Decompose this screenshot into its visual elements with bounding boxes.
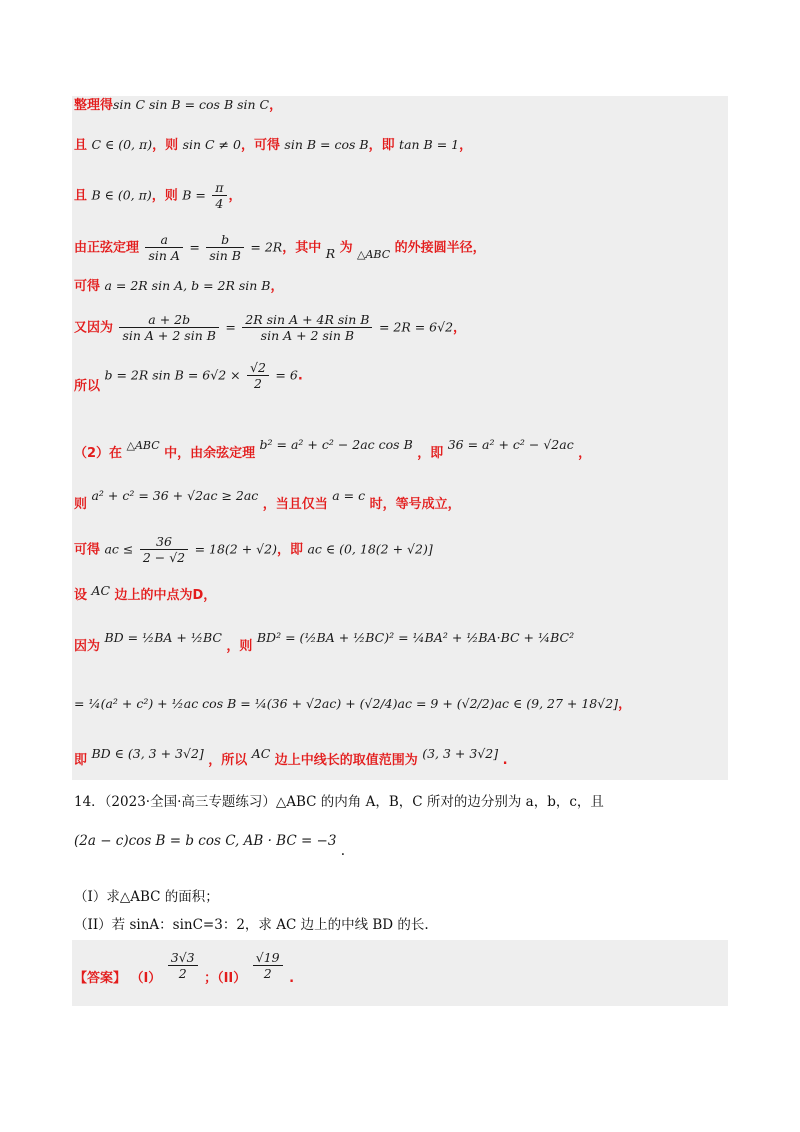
solution-line-3 <box>74 180 242 211</box>
math: tan B = 1 <box>399 137 460 152</box>
math: b² = a² + c² − 2ac cos B <box>259 437 413 452</box>
fraction: $\frac{36}{2 - √2}$ <box>140 534 188 565</box>
text: 又因为 <box>74 320 114 336</box>
math: BD ∈ (3, 3 + 3√2] <box>91 746 204 761</box>
solution-line-1 <box>74 95 282 116</box>
text: 边上的中点为D， <box>114 588 217 603</box>
text: ， <box>459 138 473 153</box>
solution-line-10 <box>74 534 433 565</box>
text: ， <box>618 697 632 712</box>
math: C ∈ (0, π) <box>91 137 153 152</box>
fraction: $\frac{√2}{2}$ <box>247 360 269 391</box>
answer-line <box>74 950 295 986</box>
fraction: $\frac{√19}{2}$ <box>253 950 283 981</box>
math: △ABC <box>126 439 160 452</box>
solution-line-11 <box>74 585 216 606</box>
text: ， <box>578 446 592 461</box>
math: AC <box>251 746 271 761</box>
text: 所以 <box>74 378 101 394</box>
text: 时，等号成立， <box>369 497 461 512</box>
text: ，所以 <box>208 753 248 768</box>
solution-line-13 <box>74 694 631 715</box>
math: BD² = (½BA + ½BC)² = ¼BA² + ½BA·BC + ¼BC² <box>256 630 575 645</box>
fraction: $\frac{a + 2b}{\text{sin A + 2 sin B}}$ <box>119 312 218 343</box>
text: ， <box>270 279 284 294</box>
solution-line-14 <box>74 744 508 768</box>
math: (3, 3 + 3√2] <box>422 746 499 761</box>
math: = 18(2 + √2) <box>194 541 277 557</box>
solution-line-9 <box>74 486 461 512</box>
solution-line-6: 又因为 $\frac{a + 2b}{\text{sin A + 2 sin B}}$ = $\frac{\text{2R sin A + 4R sin B}}{\text{sin A + 2 sin B}}$ = 2R = 6√2， <box>74 312 467 343</box>
math: ac ≤ <box>104 541 134 557</box>
question-condition <box>74 833 346 859</box>
text: 整理得 <box>74 98 114 113</box>
math: (2a − c)cos B = b cos C, AB · BC = −3 <box>74 833 337 849</box>
text: ， <box>453 320 467 336</box>
text: 的外接圆半径， <box>394 240 486 256</box>
solution-line-5 <box>74 276 284 297</box>
math: = 2R <box>250 239 283 255</box>
math: sin C ≠ 0 <box>182 137 241 152</box>
text: ，即 <box>368 138 395 153</box>
math: = ¼(a² + c²) + ½ac cos B = ¼(36 + √2ac) + (√2/4)ac = 9 + (√2/2)ac ∈ (9, 27 + 18√2] <box>74 696 619 711</box>
fraction: $\frac{a}{\text{sin A}}$ <box>145 232 182 263</box>
text: ，当且仅当 <box>262 497 328 512</box>
math: sin B = cos B <box>284 137 369 152</box>
text: . <box>297 368 303 384</box>
math: B ∈ (0, π) <box>91 187 152 203</box>
text: 因为 <box>74 639 101 654</box>
text: 边上中线长的取值范围为 <box>274 753 418 768</box>
text: 则 <box>74 497 88 512</box>
text: ，其中 <box>282 240 322 256</box>
fraction: $\frac{\pi}{4}$ <box>212 180 226 211</box>
math: R <box>325 245 336 261</box>
fraction: $\frac{\text{2R sin A + 4R sin B}}{\text{sin A + 2 sin B}}$ <box>242 312 372 343</box>
text: 可得 <box>74 542 101 558</box>
text: （I） <box>130 970 162 986</box>
text: ，则 <box>152 138 179 153</box>
text: ，即 <box>276 542 303 558</box>
math: AC <box>91 583 111 598</box>
math: △ABC <box>357 247 391 261</box>
text: 为 <box>339 240 353 256</box>
answer-label: 【答案】 <box>74 970 127 986</box>
text: . <box>502 753 508 768</box>
text: 即 <box>74 753 88 768</box>
math: 36 = a² + c² − √2ac <box>447 437 574 452</box>
math: a² + c² = 36 + √2ac ≥ 2ac <box>91 488 259 503</box>
text: . <box>289 970 295 986</box>
text: ， <box>228 188 242 204</box>
text: ，可得 <box>240 138 280 153</box>
text: 由正弦定理 <box>74 240 140 256</box>
solution-line-2 <box>74 135 472 156</box>
solution-line-8 <box>74 435 592 461</box>
math: B = <box>182 187 206 203</box>
text: . <box>340 843 346 859</box>
math: b = 2R sin B = 6√2 × <box>104 367 241 383</box>
math: sin C sin B = cos B sin C <box>113 97 270 112</box>
text: 中，由余弦定理 <box>164 446 256 461</box>
text: （2）在 <box>74 446 123 461</box>
question-stem: 14．（2023·全国·高三专题练习）△ABC 的内角 A，B，C 所对的边分别为 a，b，c，且 <box>74 794 604 810</box>
text: 且 <box>74 188 88 204</box>
fraction: $\frac{3√3}{2}$ <box>168 950 198 981</box>
solution-line-12 <box>74 628 575 654</box>
question-part-2: （II）若 sinA：sinC=3：2，求 AC 边上的中线 BD 的长. <box>74 917 429 933</box>
math: a = c <box>332 488 366 503</box>
text: ，即 <box>417 446 444 461</box>
text: ，则 <box>151 188 178 204</box>
math: = 6 <box>275 367 298 383</box>
text: 设 <box>74 588 88 603</box>
text: 且 <box>74 138 88 153</box>
solution-line-4: 由正弦定理 $\frac{a}{\text{sin A}}$ = $\frac{b}{\text{sin B}}$ = 2R，其中 R 为 $_{\triangle ABC}$ 的外接圆半径， <box>74 232 486 263</box>
text: ， <box>269 98 283 113</box>
math: ac ∈ (0, 18(2 + √2)] <box>307 541 433 557</box>
text: ，则 <box>226 639 253 654</box>
math: BD = ½BA + ½BC <box>104 630 222 645</box>
text: ；（II） <box>204 970 247 986</box>
math: = 2R = 6√2 <box>378 319 454 335</box>
fraction: $\frac{b}{\text{sin B}}$ <box>206 232 244 263</box>
text: 可得 <box>74 279 101 294</box>
solution-line-7 <box>74 360 303 394</box>
math: a = 2R sin A, b = 2R sin B <box>104 278 271 293</box>
question-part-1: （I）求△ABC 的面积； <box>74 889 219 905</box>
